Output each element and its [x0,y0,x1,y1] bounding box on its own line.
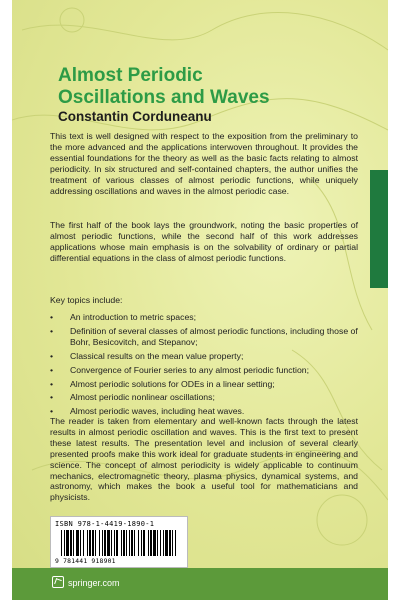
bullet-icon: • [50,406,54,417]
list-item: • Almost periodic solutions for ODEs in a linear setting; [50,378,275,389]
bullet-icon: • [50,325,54,336]
publisher-url: springer.com [68,578,120,588]
barcode-bars [61,530,179,556]
key-topics-heading: Key topics include: [50,295,123,305]
bullet-icon: • [50,378,54,389]
isbn-text: ISBN 978-1-4419-1890-1 [55,520,155,528]
barcode-digits: 9 781441 918901 [55,557,116,565]
bullet-icon: • [50,312,54,322]
book-title [58,65,348,109]
list-item: • An introduction to metric spaces; [50,312,197,322]
list-item: • Definition of several classes of almost periodic functions, including those of Bohr, Besicovitch, and Stepanov; [50,325,358,347]
list-item: • Convergence of Fourier series to any almost periodic function; [50,364,310,375]
bullet-icon: • [50,392,54,403]
springer-horse-icon [52,576,64,588]
bullet-icon: • [50,364,54,375]
description-paragraph-3: The reader is taken from elementary and well-known facts through the latest results in almost periodic oscillation and waves. This is the first text to present these latest results. The presentation level and inclusion of several clearly presented proofs make this work ideal for graduate students in engineering and science. The concept of almost periodicity is widely applicable to continuum mechanics, electromagnetic theory, plasma physics, dynamical systems, and astronomy, which makes the book a useful tool for mathematicians and physicists. [50,416,358,503]
green-side-bar [370,170,388,288]
description-paragraph-1: This text is well designed with respect to the exposition from the preliminary to the more advanced and the applications interwoven throughout. It provides the essential foundations for the theory as well as the basic facts relating to almost periodicity. In six structured and self-contained chapters, the author unifies the treatment of various classes of almost periodic functions, while uniquely addressing oscillations and waves in the almost periodic case. [50,131,358,196]
publisher-footer [52,576,120,588]
list-item: • Classical results on the mean value property; [50,350,244,361]
bullet-icon: • [50,350,54,361]
list-item: • Almost periodic waves, including heat waves. [50,406,245,417]
description-paragraph-2: The first half of the book lays the groundwork, noting the basic properties of almost periodic functions, while the second half of this work addresses applications whose main emphasis is on the solvability of ordinary or partial differential equations in the class of almost periodic functions. [50,220,358,263]
key-topics-list [50,312,358,420]
author-name: Constantin Corduneanu [58,109,212,124]
title-line-1: Almost Periodic [58,65,203,86]
isbn-barcode [50,516,188,568]
list-item: • Almost periodic nonlinear oscillations; [50,392,215,403]
title-line-2: Oscillations and Waves [58,87,270,108]
